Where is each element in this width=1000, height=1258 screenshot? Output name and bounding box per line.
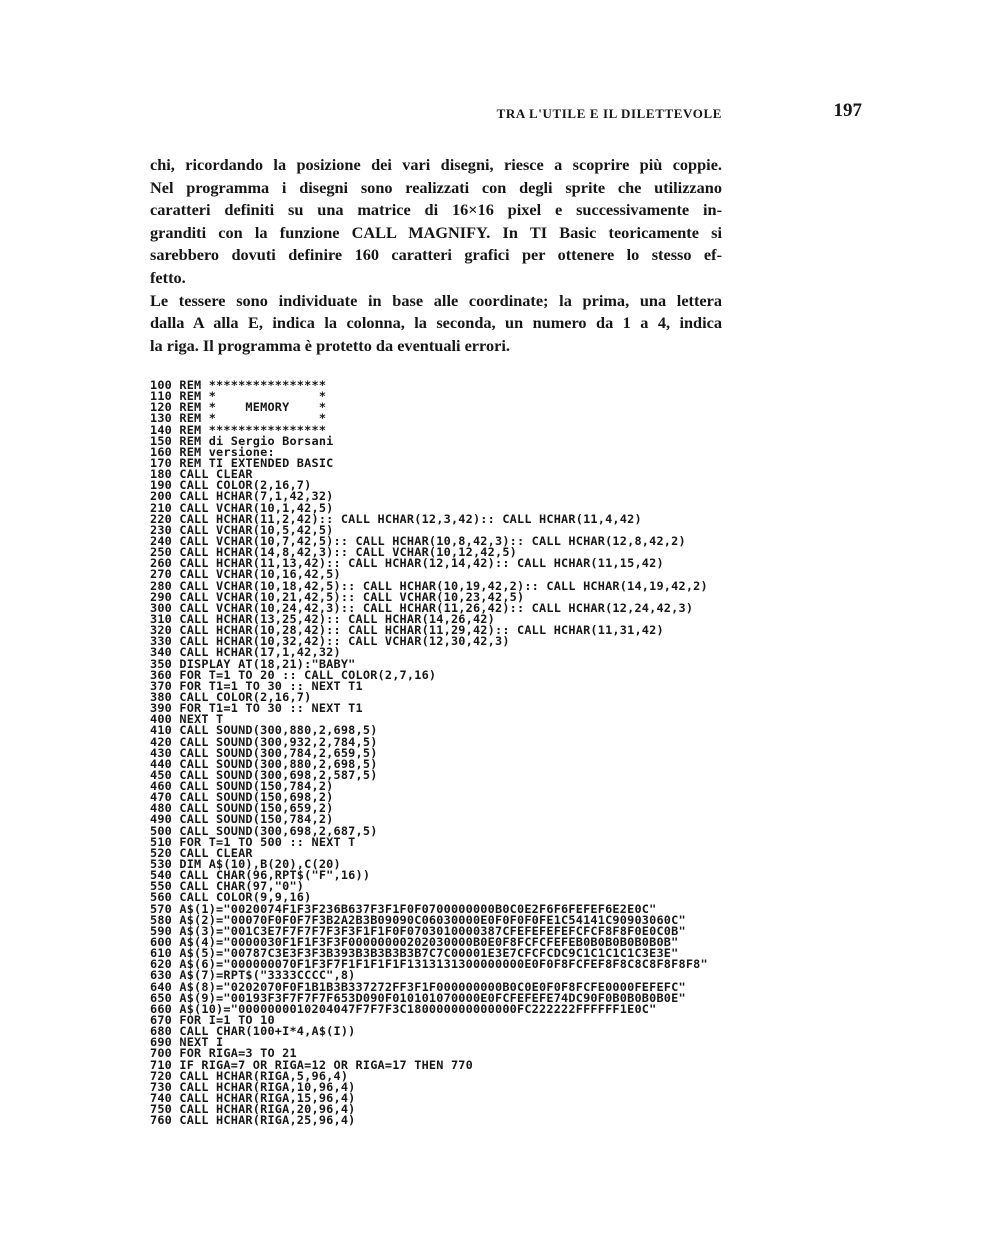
text-line: chi, ricordando la posizione dei vari disegni, riesce a scoprire più coppie. <box>150 155 722 174</box>
paragraph-2 <box>150 290 722 358</box>
code-line: 330 CALL HCHAR(10,32,42):: CALL VCHAR(12,30,42,3) <box>150 634 510 649</box>
code-line: 660 A$(10)="0000000010204047F7F7F3C180000000000000FC222222FFFFFF1E0C" <box>150 1001 657 1016</box>
code-line: 710 IF RIGA=7 OR RIGA=12 OR RIGA=17 THEN 770 <box>150 1057 473 1072</box>
code-line: 220 CALL HCHAR(11,2,42):: CALL HCHAR(12,3,42):: CALL HCHAR(11,4,42) <box>150 511 642 526</box>
code-line: 450 CALL SOUND(300,698,2,587,5) <box>150 767 378 782</box>
code-line: 530 DIM A$(10),B(20),C(20) <box>150 857 341 872</box>
body-text <box>150 154 722 357</box>
text-line: dalla A alla E, indica la colonna, la seconda, un numero da 1 a 4, indica <box>150 313 722 333</box>
code-line: 360 FOR T=1 TO 20 :: CALL COLOR(2,7,16) <box>150 667 437 682</box>
code-line: 380 CALL COLOR(2,16,7) <box>150 689 312 704</box>
text-line: caratteri definiti su una matrice di 16×16 pixel e successivamente in- <box>150 200 722 220</box>
code-line: 130 REM * * <box>150 411 327 426</box>
code-line: 690 NEXT I <box>150 1035 224 1050</box>
code-line: 300 CALL VCHAR(10,24,42,3):: CALL HCHAR(11,26,42):: CALL HCHAR(12,24,42,3) <box>150 600 694 615</box>
code-line: 150 REM di Sergio Borsani <box>150 433 334 448</box>
code-line: 540 CALL CHAR(96,RPT$("F",16)) <box>150 868 371 883</box>
code-line: 470 CALL SOUND(150,698,2) <box>150 790 334 805</box>
code-line: 700 FOR RIGA=3 TO 21 <box>150 1046 297 1061</box>
code-line: 410 CALL SOUND(300,880,2,698,5) <box>150 723 378 738</box>
code-line: 670 FOR I=1 TO 10 <box>150 1013 275 1028</box>
basic-program-listing <box>150 380 899 1126</box>
code-line: 110 REM * * <box>150 389 327 404</box>
code-line: 180 CALL CLEAR <box>150 467 253 482</box>
code-line: 230 CALL VCHAR(10,5,42,5) <box>150 522 334 537</box>
code-line: 170 REM TI EXTENDED BASIC <box>150 455 334 470</box>
code-line: 370 FOR T1=1 TO 30 :: NEXT T1 <box>150 678 363 693</box>
page-header <box>150 100 862 126</box>
code-line: 420 CALL SOUND(300,932,2,784,5) <box>150 734 378 749</box>
code-line: 480 CALL SOUND(150,659,2) <box>150 801 334 816</box>
code-line: 120 REM * MEMORY * <box>150 400 327 415</box>
code-line: 430 CALL SOUND(300,784,2,659,5) <box>150 745 378 760</box>
code-line: 240 CALL VCHAR(10,7,42,5):: CALL HCHAR(10,8,42,3):: CALL HCHAR(12,8,42,2) <box>150 533 686 548</box>
code-line: 520 CALL CLEAR <box>150 845 253 860</box>
text-line: Le tessere sono individuate in base alle coordinate; la prima, una lettera <box>150 290 722 310</box>
code-line: 590 A$(3)="001C3E7F7F7F7F3F3F1F1F0F0703010000387CFEFEFEFEFCFCF8F8F0E0C0B" <box>150 923 686 938</box>
code-line: 720 CALL HCHAR(RIGA,5,96,4) <box>150 1068 349 1083</box>
code-line: 730 CALL HCHAR(RIGA,10,96,4) <box>150 1079 356 1094</box>
text-line: Nel programma i disegni sono realizzati con degli sprite che utilizzano <box>150 177 722 197</box>
code-line: 760 CALL HCHAR(RIGA,25,96,4) <box>150 1113 356 1128</box>
code-line: 390 FOR T1=1 TO 30 :: NEXT T1 <box>150 701 363 716</box>
code-line: 630 A$(7)=RPT$("3333CCCC",8) <box>150 968 356 983</box>
text-line: granditi con la funzione CALL MAGNIFY. In TI Basic teoricamente si <box>150 222 722 242</box>
code-line: 600 A$(4)="0000030F1F1F3F3F00000000202030000B0E0F8FCFCFEFEB0B0B0B0B0B0B" <box>150 935 679 950</box>
code-line: 340 CALL HCHAR(17,1,42,32) <box>150 645 341 660</box>
code-line: 680 CALL CHAR(100+I*4,A$(I)) <box>150 1024 356 1039</box>
code-line: 250 CALL HCHAR(14,8,42,3):: CALL VCHAR(10,12,42,5) <box>150 545 518 560</box>
code-line: 650 A$(9)="00193F3F7F7F7F653D090F010101070000E0FCFEFEFE74DC90F0B0B0B0B0E" <box>150 990 686 1005</box>
code-line: 320 CALL HCHAR(10,28,42):: CALL HCHAR(11,29,42):: CALL HCHAR(11,31,42) <box>150 623 664 638</box>
code-line: 400 NEXT T <box>150 712 224 727</box>
code-line: 580 A$(2)="00070F0F0F7F3B2A2B3B09090C06030000E0F0F0F0FE1C54141C90903060C" <box>150 912 686 927</box>
code-line: 290 CALL VCHAR(10,21,42,5):: CALL VCHAR(10,23,42,5) <box>150 589 525 604</box>
code-line: 620 A$(6)="000000070F1F3F7F1F1F1F1F1313131300000000E0F0F8FCFEF8F8C8C8F8F8F8" <box>150 957 708 972</box>
code-line: 160 REM versione: <box>150 444 275 459</box>
page-number: 197 <box>833 100 862 121</box>
code-line: 460 CALL SOUND(150,784,2) <box>150 779 334 794</box>
running-title: TRA L'UTILE E IL DILETTEVOLE <box>496 106 722 121</box>
code-line: 490 CALL SOUND(150,784,2) <box>150 812 334 827</box>
code-line: 350 DISPLAY AT(18,21):"BABY" <box>150 656 356 671</box>
code-line: 570 A$(1)="0020074F1F3F236B637F3F1F0F0700000000B0C0E2F6F6FEFEF6E2E0C" <box>150 901 657 916</box>
code-line: 260 CALL HCHAR(11,13,42):: CALL HCHAR(12,14,42):: CALL HCHAR(11,15,42) <box>150 556 664 571</box>
code-line: 190 CALL COLOR(2,16,7) <box>150 478 312 493</box>
code-line: 100 REM **************** <box>150 378 327 392</box>
code-line: 750 CALL HCHAR(RIGA,20,96,4) <box>150 1102 356 1117</box>
code-line: 440 CALL SOUND(300,880,2,698,5) <box>150 756 378 771</box>
code-line: 140 REM **************** <box>150 422 327 437</box>
code-line: 740 CALL HCHAR(RIGA,15,96,4) <box>150 1091 356 1105</box>
code-line: 270 CALL VCHAR(10,16,42,5) <box>150 567 341 582</box>
text-line: fetto. <box>150 267 186 287</box>
code-line: 610 A$(5)="00787C3E3F3F3B393B3B3B3B3B7C7C00001E3E7CFCFCDC9C1C1C1C1C3E3E" <box>150 946 679 961</box>
code-line: 280 CALL VCHAR(10,18,42,5):: CALL HCHAR(10,19,42,2):: CALL HCHAR(14,19,42,2) <box>150 578 708 593</box>
code-line: 500 CALL SOUND(300,698,2,687,5) <box>150 823 378 838</box>
code-line: 210 CALL VCHAR(10,1,42,5) <box>150 500 334 515</box>
text-line: sarebbero dovuti definire 160 caratteri grafici per ottenere lo stesso ef- <box>150 245 722 265</box>
code-line: 510 FOR T=1 TO 500 :: NEXT T <box>150 834 356 849</box>
paragraph-1 <box>150 154 722 290</box>
code-line: 640 A$(8)="0202070F0F1B1B3B337272FF3F1F000000000B0C0E0F0F8FCFE0000FEFEFC" <box>150 979 686 994</box>
text-line: la riga. Il programma è protetto da eventuali errori. <box>150 335 510 355</box>
code-line: 310 CALL HCHAR(13,25,42):: CALL HCHAR(14,26,42) <box>150 611 495 626</box>
code-line: 200 CALL HCHAR(7,1,42,32) <box>150 489 334 504</box>
code-line: 550 CALL CHAR(97,"0") <box>150 879 305 894</box>
code-line: 560 CALL COLOR(9,9,16) <box>150 890 312 905</box>
